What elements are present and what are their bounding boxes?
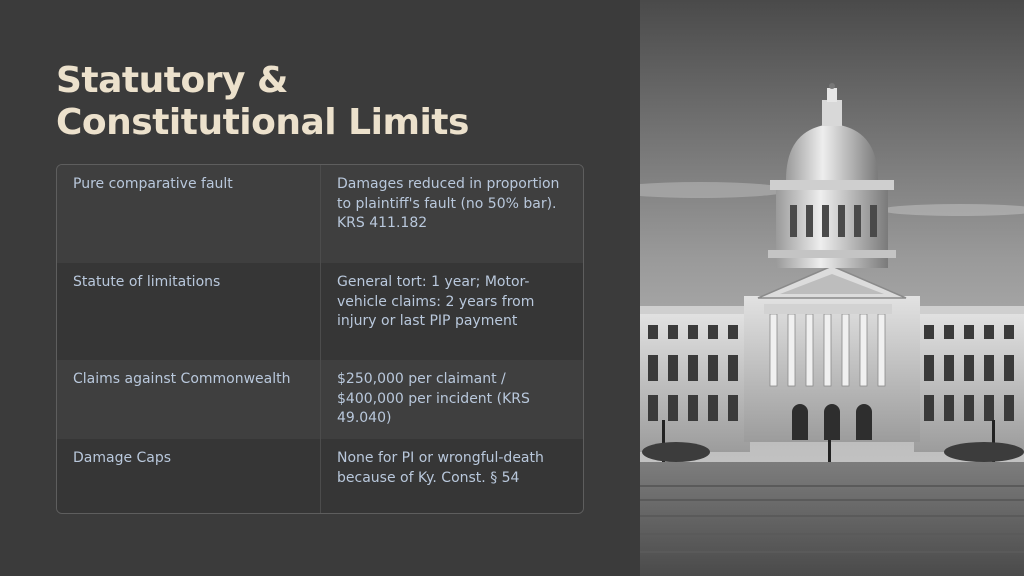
table-row: [57, 165, 583, 263]
row-value: None for PI or wrongful-death because of Ky. Const. § 54: [337, 450, 544, 486]
slide-title: [56, 60, 616, 144]
table-row: [57, 360, 583, 439]
limits-table: [56, 164, 584, 514]
row-label: Statute of limitations: [57, 263, 321, 360]
row-label: Damage Caps: [57, 439, 321, 514]
row-value: General tort: 1 year; Motor-vehicle claims: 2 years from injury or last PIP payment: [337, 274, 535, 329]
table-row: [57, 439, 583, 514]
title-line-2: Constitutional Limits: [56, 102, 469, 143]
row-value: $250,000 per claimant / $400,000 per incident (KRS 49.040): [337, 371, 530, 426]
title-line-1: Statutory &: [56, 60, 288, 101]
row-label: Claims against Commonwealth: [57, 360, 321, 439]
row-label: Pure comparative fault: [57, 165, 321, 263]
table-row: [57, 263, 583, 360]
capitol-building-photo: [640, 0, 1024, 576]
row-value: Damages reduced in proportion to plaintiff's fault (no 50% bar). KRS 411.182: [337, 176, 560, 231]
